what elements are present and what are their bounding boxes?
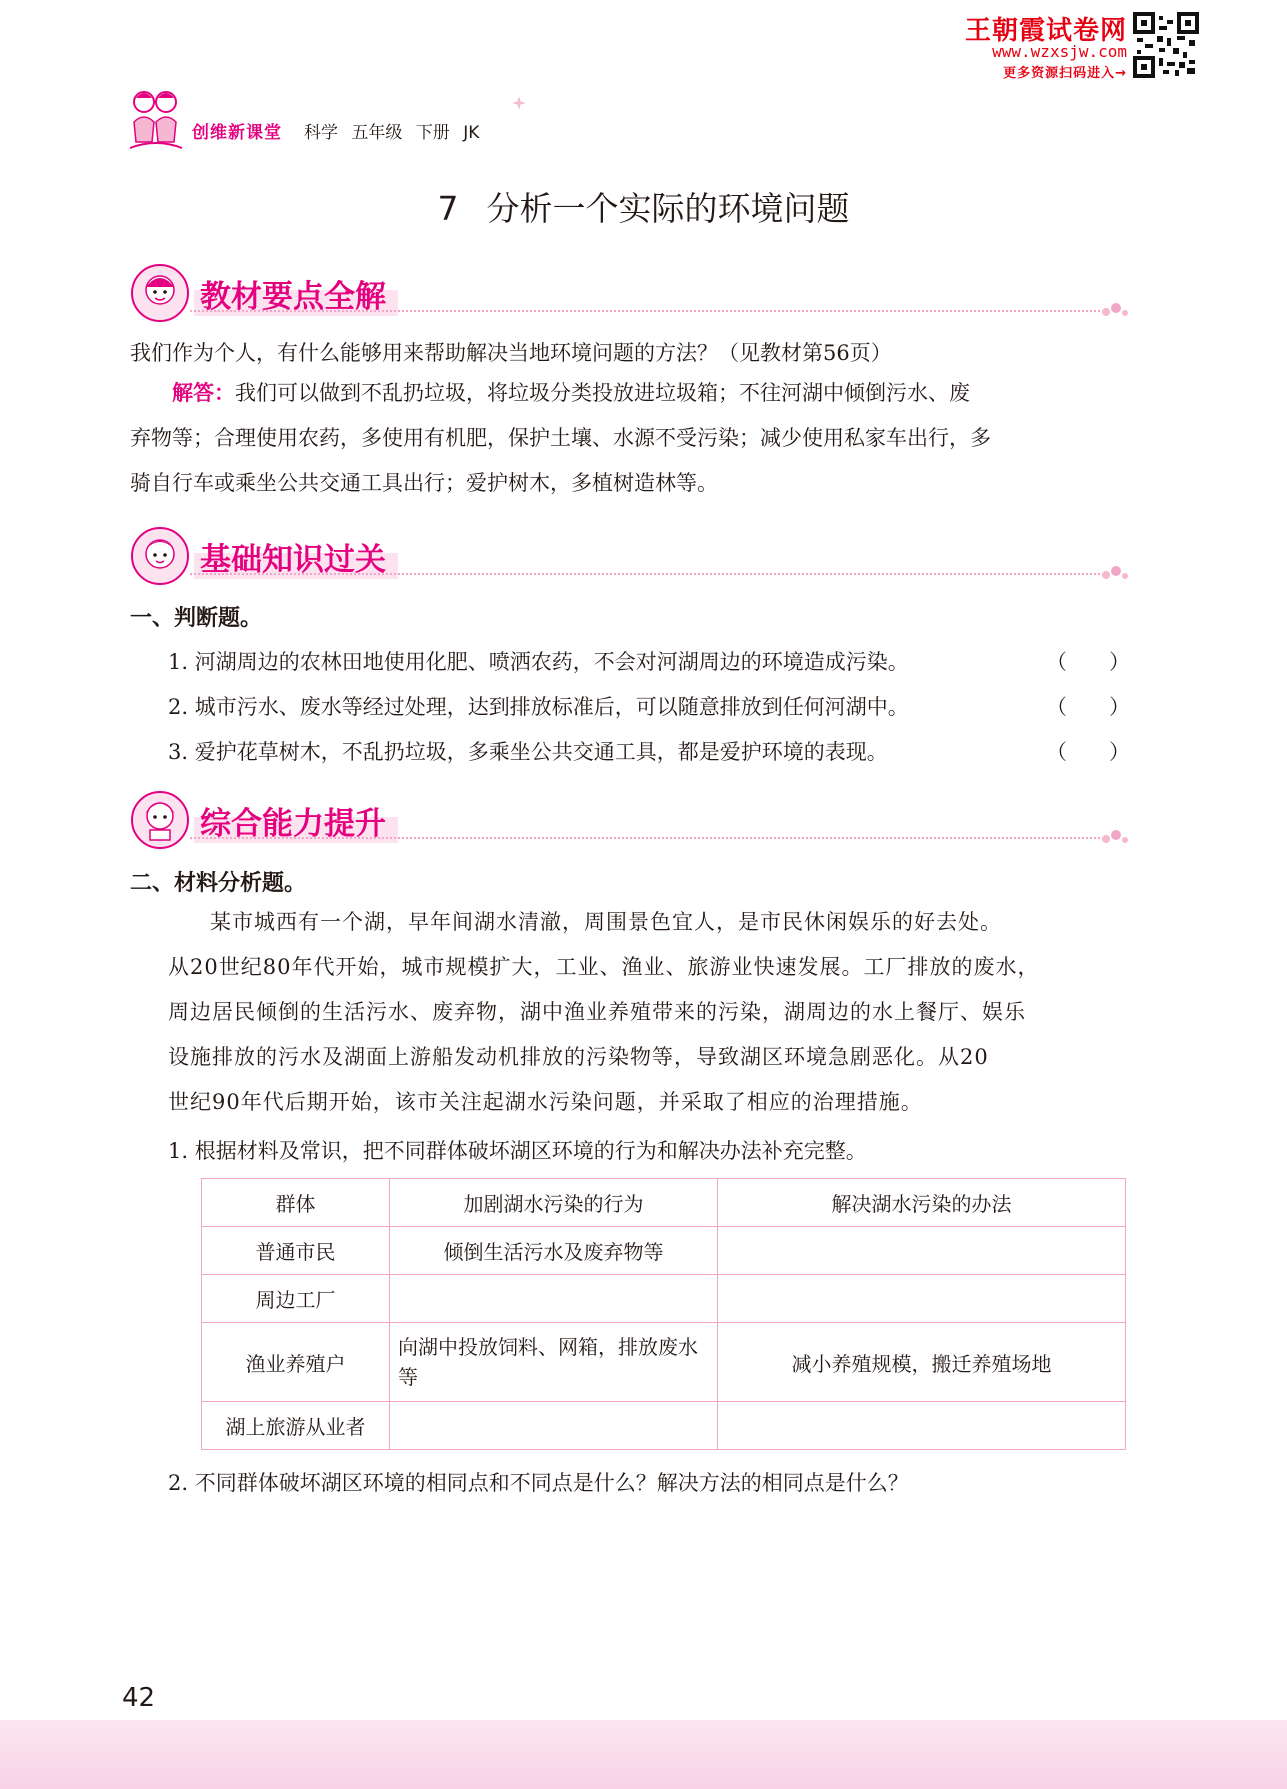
boy-badge-icon	[130, 526, 190, 586]
table-header: 加剧湖水污染的行为	[390, 1179, 718, 1227]
table-cell: 湖上旅游从业者	[202, 1402, 390, 1450]
section-title: 基础知识过关	[194, 532, 398, 579]
table-cell-blank[interactable]	[718, 1227, 1126, 1275]
edition: JK	[463, 123, 480, 143]
judge-item-text: 3. 爱护花草树木，不乱扔垃圾，多乘坐公共交通工具，都是爱护环境的表现。	[168, 740, 888, 764]
girl-reading-badge-icon	[130, 790, 190, 850]
decor-dots-icon	[1100, 827, 1130, 847]
table-header: 群体	[202, 1179, 390, 1227]
table-cell-blank[interactable]	[390, 1275, 718, 1323]
decor-dots-icon	[1100, 563, 1130, 583]
answer-blank[interactable]: （ ）	[1046, 740, 1130, 764]
page-number: 42	[122, 1683, 156, 1713]
watermark-brand: 王朝霞试卷网	[964, 16, 1127, 46]
material-line: 周边居民倾倒的生活污水、废弃物，湖中渔业养殖带来的污染，湖周边的水上餐厅、娱乐	[168, 1000, 1026, 1024]
table-cell-blank[interactable]	[390, 1402, 718, 1450]
subject-line	[304, 118, 487, 143]
answer-line: 弃物等；合理使用农药，多使用有机肥，保护土壤、水源不受污染；减少使用私家车出行，多	[130, 426, 991, 450]
table-cell: 向湖中投放饲料、网箱，排放废水等	[390, 1323, 718, 1402]
part1-heading: 一、判断题。	[130, 606, 263, 631]
material-line: 从20世纪80年代开始，城市规模扩大，工业、渔业、旅游业快速发展。工厂排放的废水，	[168, 955, 1040, 979]
qr-code-icon[interactable]	[1133, 12, 1199, 78]
page-title	[0, 183, 1287, 230]
material-passage	[168, 900, 1130, 1125]
table-row	[202, 1323, 1126, 1402]
answer-blank[interactable]: （ ）	[1046, 695, 1130, 719]
answer-table	[201, 1178, 1126, 1450]
dotted-divider	[190, 573, 1100, 575]
judge-item	[168, 691, 1130, 721]
table-cell: 周边工厂	[202, 1275, 390, 1323]
table-cell-blank[interactable]	[718, 1275, 1126, 1323]
section-header-basics	[130, 526, 1130, 586]
table-header-row	[202, 1179, 1126, 1227]
judge-item	[168, 736, 1130, 766]
table-cell-blank[interactable]	[718, 1402, 1126, 1450]
section-header-advanced	[130, 790, 1130, 850]
brand-name: 创维新课堂	[192, 123, 282, 143]
dotted-divider	[190, 837, 1100, 839]
section-header-textbook	[130, 263, 1130, 323]
textbook-answer	[130, 371, 1130, 506]
answer-line: 我们可以做到不乱扔垃圾，将垃圾分类投放进垃圾箱；不往河湖中倾倒污水、废	[235, 381, 970, 405]
table-cell: 渔业养殖户	[202, 1323, 390, 1402]
dotted-divider	[190, 310, 1100, 312]
volume: 下册	[415, 123, 450, 143]
answer-blank[interactable]: （ ）	[1046, 650, 1130, 674]
section-title: 综合能力提升	[194, 796, 398, 843]
kids-logo-icon	[128, 88, 184, 152]
judge-item-text: 2. 城市污水、废水等经过处理，达到排放标准后，可以随意排放到任何河湖中。	[168, 695, 909, 719]
table-header: 解决湖水污染的办法	[718, 1179, 1126, 1227]
girl-badge-icon	[130, 263, 190, 323]
footer-band	[0, 1720, 1287, 1789]
decor-dots-icon	[1100, 300, 1130, 320]
part2-heading: 二、材料分析题。	[130, 871, 307, 896]
lesson-title: 分析一个实际的环境问题	[486, 189, 850, 228]
table-cell: 减小养殖规模，搬迁养殖场地	[718, 1323, 1126, 1402]
material-line: 某市城西有一个湖，早年间湖水清澈，周围景色宜人，是市民休闲娱乐的好去处。	[210, 910, 1002, 934]
watermark-url[interactable]: www.wzxsjw.com	[992, 42, 1127, 61]
judge-item-text: 1. 河湖周边的农林田地使用化肥、喷洒农药，不会对河湖周边的环境造成污染。	[168, 650, 909, 674]
table-cell: 普通市民	[202, 1227, 390, 1275]
table-row	[202, 1227, 1126, 1275]
lesson-number: 7	[437, 189, 459, 228]
sparkle-icon	[512, 96, 526, 110]
textbook-question: 我们作为个人，有什么能够用来帮助解决当地环境问题的方法？（见教材第56页）	[130, 341, 892, 365]
table-row	[202, 1275, 1126, 1323]
section-title: 教材要点全解	[194, 269, 398, 316]
subject-name: 科学	[304, 123, 338, 143]
question-2: 2. 不同群体破坏湖区环境的相同点和不同点是什么？解决方法的相同点是什么？	[168, 1471, 909, 1495]
watermark-more: 更多资源扫码进入→	[1003, 66, 1127, 81]
material-line: 世纪90年代后期开始，该市关注起湖水污染问题，并采取了相应的治理措施。	[168, 1090, 923, 1114]
table-cell: 倾倒生活污水及废弃物等	[390, 1227, 718, 1275]
table-row	[202, 1402, 1126, 1450]
answer-line: 骑自行车或乘坐公共交通工具出行；爱护树木，多植树造林等。	[130, 471, 718, 495]
grade: 五年级	[351, 123, 403, 143]
material-line: 设施排放的污水及湖面上游船发动机排放的污染物等，导致湖区环境急剧恶化。从20	[168, 1045, 989, 1069]
judge-item	[168, 646, 1130, 676]
question-1: 1. 根据材料及常识，把不同群体破坏湖区环境的行为和解决办法补充完整。	[168, 1139, 867, 1163]
answer-label: 解答：	[172, 381, 235, 405]
